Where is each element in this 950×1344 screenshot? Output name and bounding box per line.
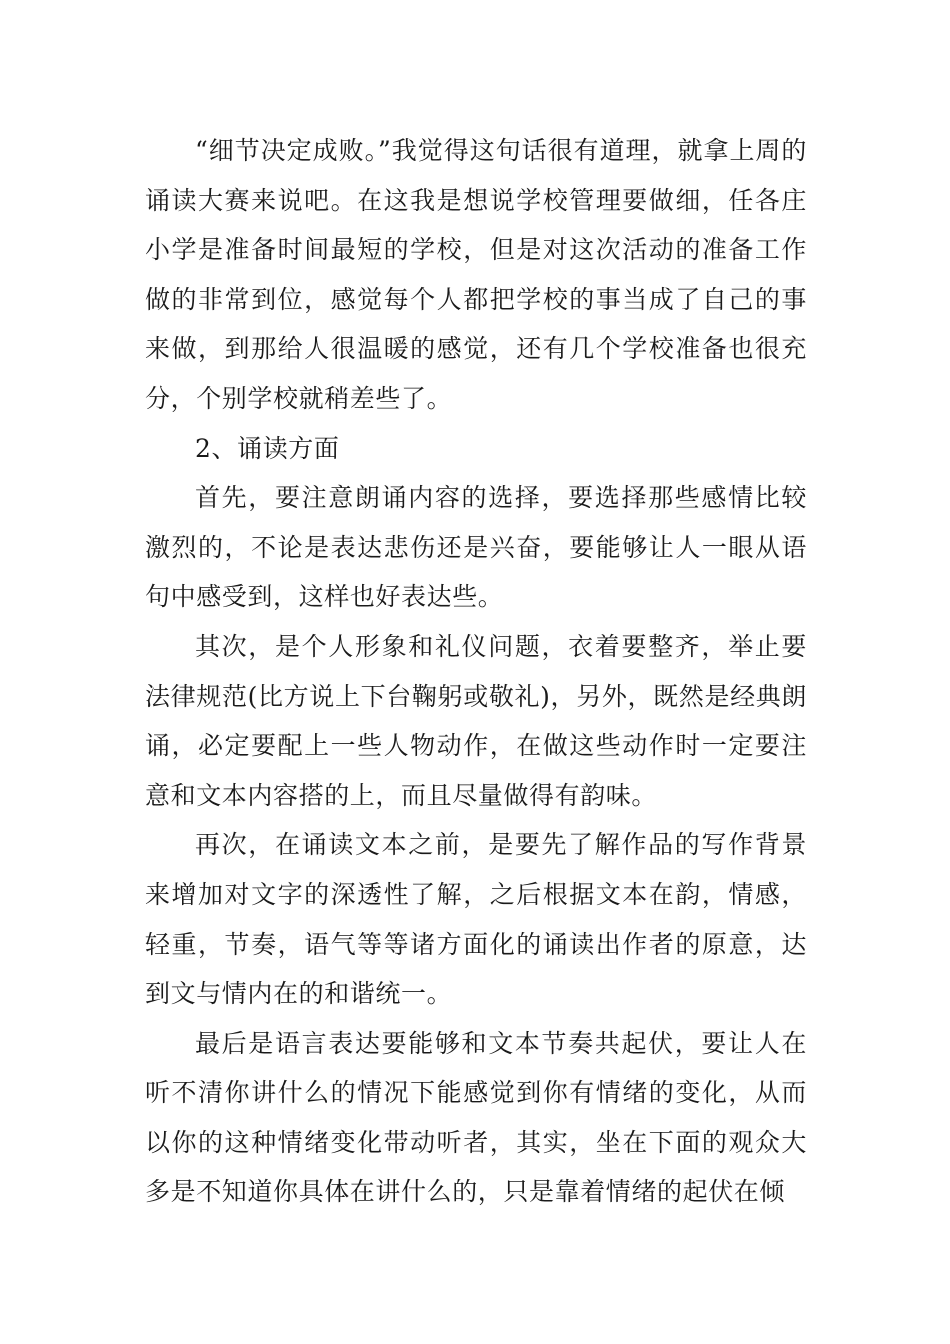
paragraph-third-background-understanding: 再次，在诵读文本之前，是要先了解作品的写作背景来增加对文字的深透性了解，之后根据文本在韵，情感，轻重，节奏，语气等等诸方面化的诵读出作者的原意，达到文与情内在的和谐统一。 bbox=[145, 830, 807, 1009]
document-body bbox=[145, 126, 807, 1217]
paragraph-second-image-etiquette: 其次，是个人形象和礼仪问题，衣着要整齐，举止要法律规范(比方说上下台鞠躬或敬礼)，另外，既然是经典朗诵，必定要配上一些人物动作，在做这些动作时一定要注意和文本内容搭的上，而且尽量做得有韵味。 bbox=[145, 631, 807, 810]
paragraph-details-decide-success: “细节决定成败。”我觉得这句话很有道理，就拿上周的诵读大赛来说吧。在这我是想说学校管理要做细，任各庄小学是准备时间最短的学校，但是对这次活动的准备工作做的非常到位，感觉每个人都把学校的事当成了自己的事来做，到那给人很温暖的感觉，还有几个学校准备也很充分，个别学校就稍差些了。 bbox=[145, 136, 807, 413]
paragraph-last-language-expression: 最后是语言表达要能够和文本节奏共起伏，要让人在听不清你讲什么的情况下能感觉到你有情绪的变化，从而以你的这种情绪变化带动听者，其实，坐在下面的观众大多是不知道你具体在讲什么的，只是靠着情绪的起伏在倾 bbox=[145, 1028, 807, 1207]
section-heading-recitation: 2、诵读方面 bbox=[195, 433, 340, 463]
paragraph-first-content-selection: 首先，要注意朗诵内容的选择，要选择那些感情比较激烈的，不论是表达悲伤还是兴奋，要能够让人一眼从语句中感受到，这样也好表达些。 bbox=[145, 483, 807, 612]
